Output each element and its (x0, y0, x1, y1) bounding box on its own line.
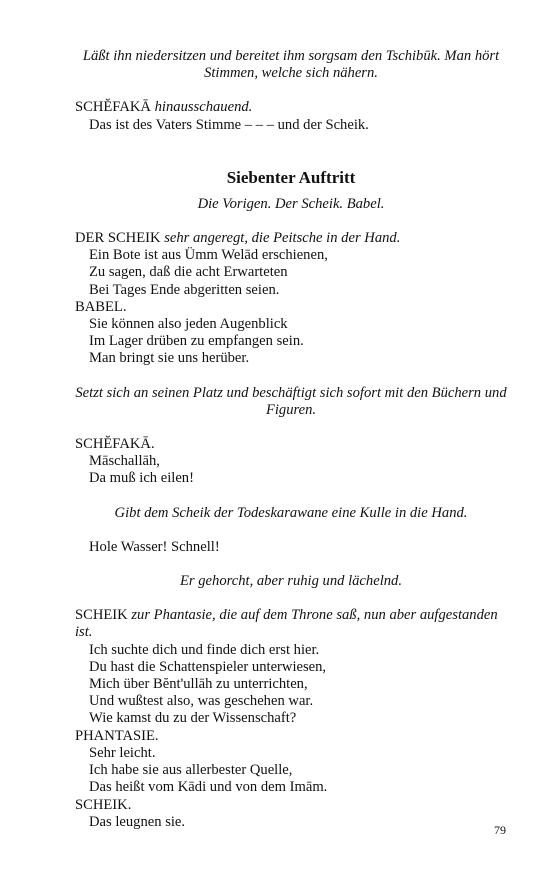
speaker-name: SCHEIK. (75, 796, 132, 813)
stage-direction: Gibt dem Scheik der Todeskarawane eine Kulle in die Hand. (114, 504, 468, 521)
speaker-name: SCHĔFAKĀ. (75, 436, 155, 453)
verse-line: Man bringt sie uns herüber. (89, 350, 250, 367)
verse-line: Das heißt vom Kādi und von dem Imām. (89, 779, 328, 796)
page-body (75, 48, 507, 831)
stage-direction: Setzt sich an seinen Platz und beschäftigt sich sofort mit den Büchern und Figuren. (75, 384, 507, 418)
stage-direction: Er gehorcht, aber ruhig und lächelnd. (180, 573, 402, 590)
speaker-line (75, 99, 507, 116)
verse-line: Sie können also jeden Augenblick (89, 316, 288, 333)
verse-line: Das ist des Vaters Stimme – – – und der Scheik. (89, 116, 369, 133)
speaker-name: SCHEIK (75, 607, 128, 624)
verse-line: Hole Wasser! Schnell! (89, 538, 220, 555)
verse-line: Und wußtest also, was geschehen war. (89, 693, 314, 710)
verse-line: Bei Tages Ende abgeritten seien. (89, 281, 280, 298)
verse-line: Ein Bote ist aus Ümm Welād erschienen, (89, 247, 328, 264)
verse-line: Mich über Bĕnt'ullāh zu unterrichten, (89, 676, 308, 693)
verse-line: Das leugnen sie. (89, 813, 186, 830)
speaker-name: BABEL. (75, 298, 127, 315)
stage-direction-inline: hinausschauend. (154, 99, 253, 116)
verse-line: Da muß ich eilen! (89, 470, 194, 487)
verse-line: Wie kamst du zu der Wissenschaft? (89, 710, 297, 727)
scene-title: Siebenter Auftritt (226, 167, 356, 187)
verse-line: Im Lager drüben zu empfangen sein. (89, 333, 304, 350)
scene-cast: Die Vorigen. Der Scheik. Babel. (197, 195, 385, 212)
verse-line: Māschallāh, (89, 453, 160, 470)
verse-line: Ich habe sie aus allerbester Quelle, (89, 762, 293, 779)
page-number: 79 (494, 823, 506, 837)
speaker-line (75, 607, 507, 641)
speaker-line (75, 230, 507, 247)
verse-line: Sehr leicht. (89, 744, 156, 761)
stage-direction: Läßt ihn niedersitzen und bereitet ihm sorgsam den Tschibūk. Man hört Stimmen, welche sich nähern. (82, 48, 500, 82)
stage-direction-inline: zur Phantasie, die auf dem Throne saß, nun aber aufgestanden ist. (75, 607, 498, 641)
speaker-name: DER SCHEIK (75, 230, 161, 247)
verse-line: Ich suchte dich und finde dich erst hier. (89, 641, 320, 658)
stage-direction-inline: sehr angeregt, die Peitsche in der Hand. (164, 230, 401, 247)
speaker-name: PHANTASIE. (75, 727, 159, 744)
speaker-name: SCHĔFAKĀ (75, 99, 151, 116)
verse-line: Zu sagen, daß die acht Erwarteten (89, 264, 288, 281)
verse-line: Du hast die Schattenspieler unterwiesen, (89, 658, 327, 675)
